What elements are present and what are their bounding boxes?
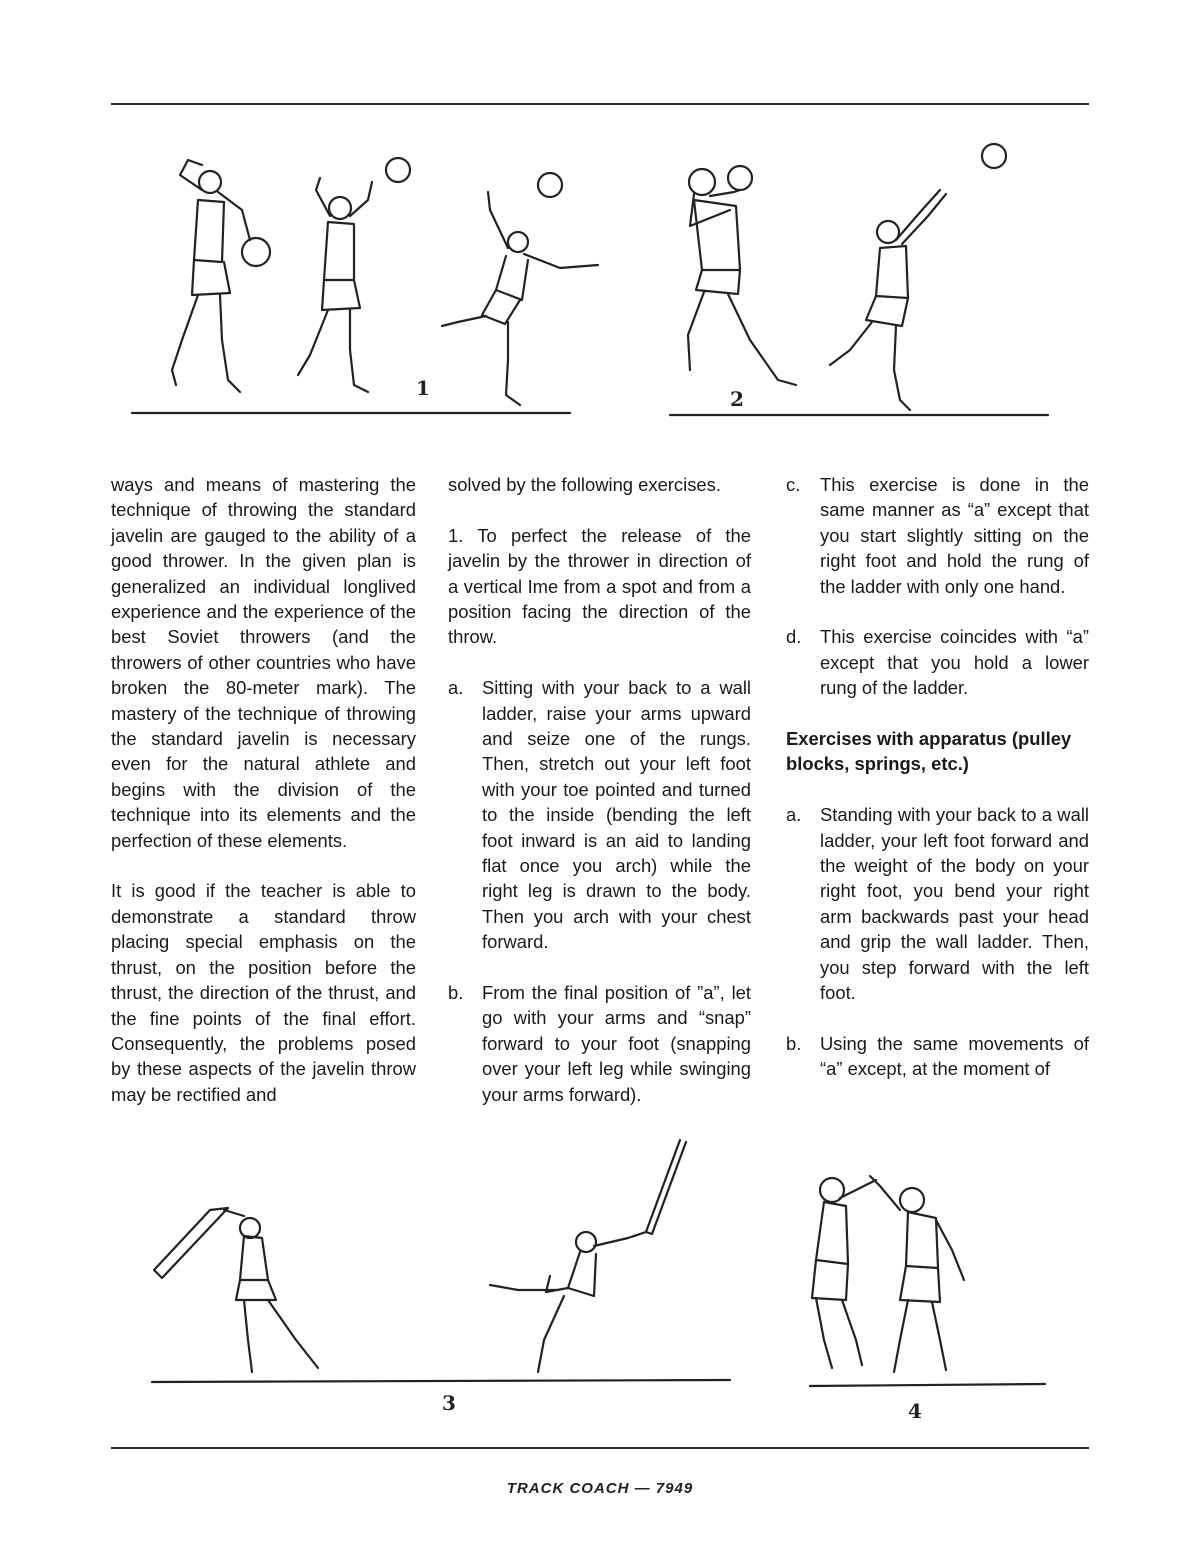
figure-label-2: 2 bbox=[730, 387, 744, 411]
list-item bbox=[786, 1031, 1089, 1082]
list-marker: b. bbox=[448, 982, 464, 1004]
list-marker: d. bbox=[786, 626, 802, 648]
figure-thrower-3a bbox=[154, 1208, 318, 1372]
list-item bbox=[448, 980, 751, 1107]
ball-1b bbox=[386, 158, 410, 182]
ball-2-top bbox=[982, 144, 1006, 168]
ground-line-4 bbox=[810, 1384, 1045, 1386]
list-marker: a. bbox=[448, 677, 464, 699]
list-text: Sitting with your back to a wall ladder, raise your arms upward and seize one of the rungs. Then, stretch out your left foot with your toe pointed and turned to the inside (bending the left foot inward is an aid to landing flat once you arch) while the right leg is drawn to the body. Then you arch with your chest forward. bbox=[482, 677, 751, 953]
figure-thrower-2a bbox=[688, 166, 796, 385]
paragraph: It is good if the teacher is able to demonstrate a standard throw placing special emphasis on the thrust, on the position before the thrust, the direction of the thrust, and the fine points of the final effort. Consequently, the problems posed by these aspects of the javelin throw may be rectified and bbox=[111, 880, 416, 1105]
list-item bbox=[786, 802, 1089, 1005]
list-item bbox=[786, 472, 1089, 599]
figure-label-1: 1 bbox=[416, 376, 430, 400]
list-text: Standing with your back to a wall ladder, your left foot forward and the weight of the body on your right foot, you bend your right arm backwards past your head and grip the wall ladder. Then, you step forward with the left foot. bbox=[820, 804, 1089, 1004]
list-marker: b. bbox=[786, 1032, 802, 1054]
figure-thrower-1c bbox=[442, 173, 598, 405]
list-text: This exercise is done in the same manner as “a” except that you start slightly sitting on the right foot and hold the rung of the ladder with only one hand. bbox=[820, 474, 1089, 597]
list-item bbox=[786, 624, 1089, 700]
paragraph: ways and means of mastering the technique of throwing the standard javelin are gauged to the ability of a good thrower. In the given plan is generalized an individual longlived experience and the experience of the best Soviet throwers (and the throwers of other countries who have broken the 80-meter mark). The mastery of the technique of throwing the standard javelin is necessary even for the natural athlete and begins with the division of the technique into its elements and the perfection of these elements. bbox=[111, 474, 416, 851]
top-illustration bbox=[110, 130, 1070, 430]
figure-label-4: 4 bbox=[908, 1399, 922, 1423]
list-text: From the final position of ”a”, let go with your arms and “snap” forward to your foot (snapping over your left leg while swinging your arms forward). bbox=[482, 982, 751, 1105]
figure-label-3: 3 bbox=[442, 1391, 456, 1415]
list-marker: a. bbox=[786, 804, 802, 826]
figure-thrower-1a bbox=[172, 160, 270, 392]
figure-thrower-3b bbox=[490, 1140, 686, 1372]
bottom-rule bbox=[111, 1447, 1089, 1449]
bottom-illustration bbox=[140, 1140, 1060, 1430]
column-middle bbox=[448, 472, 751, 1107]
figure-thrower-1b bbox=[298, 178, 372, 392]
figure-pair-4 bbox=[812, 1176, 964, 1372]
column-right bbox=[786, 472, 1089, 1082]
section-heading: Exercises with apparatus (pulley blocks, springs, etc.) bbox=[786, 728, 1072, 775]
list-text: This exercise coincides with “a” except that you hold a lower rung of the ladder. bbox=[820, 626, 1089, 699]
figure-thrower-2b bbox=[830, 190, 946, 410]
top-rule bbox=[111, 103, 1089, 105]
list-text: Using the same movements of “a” except, at the moment of bbox=[820, 1032, 1089, 1080]
paragraph: solved by the following exercises. bbox=[448, 474, 721, 495]
ground-line-3 bbox=[152, 1380, 730, 1382]
column-left bbox=[111, 472, 416, 1107]
list-item bbox=[448, 675, 751, 954]
page-footer: TRACK COACH — 7949 bbox=[506, 1480, 694, 1497]
section-1: 1. To perfect the release of the javelin by the thrower in direction of a vertical Ime from a spot and from a position facing the direction of the throw. bbox=[448, 524, 751, 648]
list-marker: c. bbox=[786, 474, 801, 495]
